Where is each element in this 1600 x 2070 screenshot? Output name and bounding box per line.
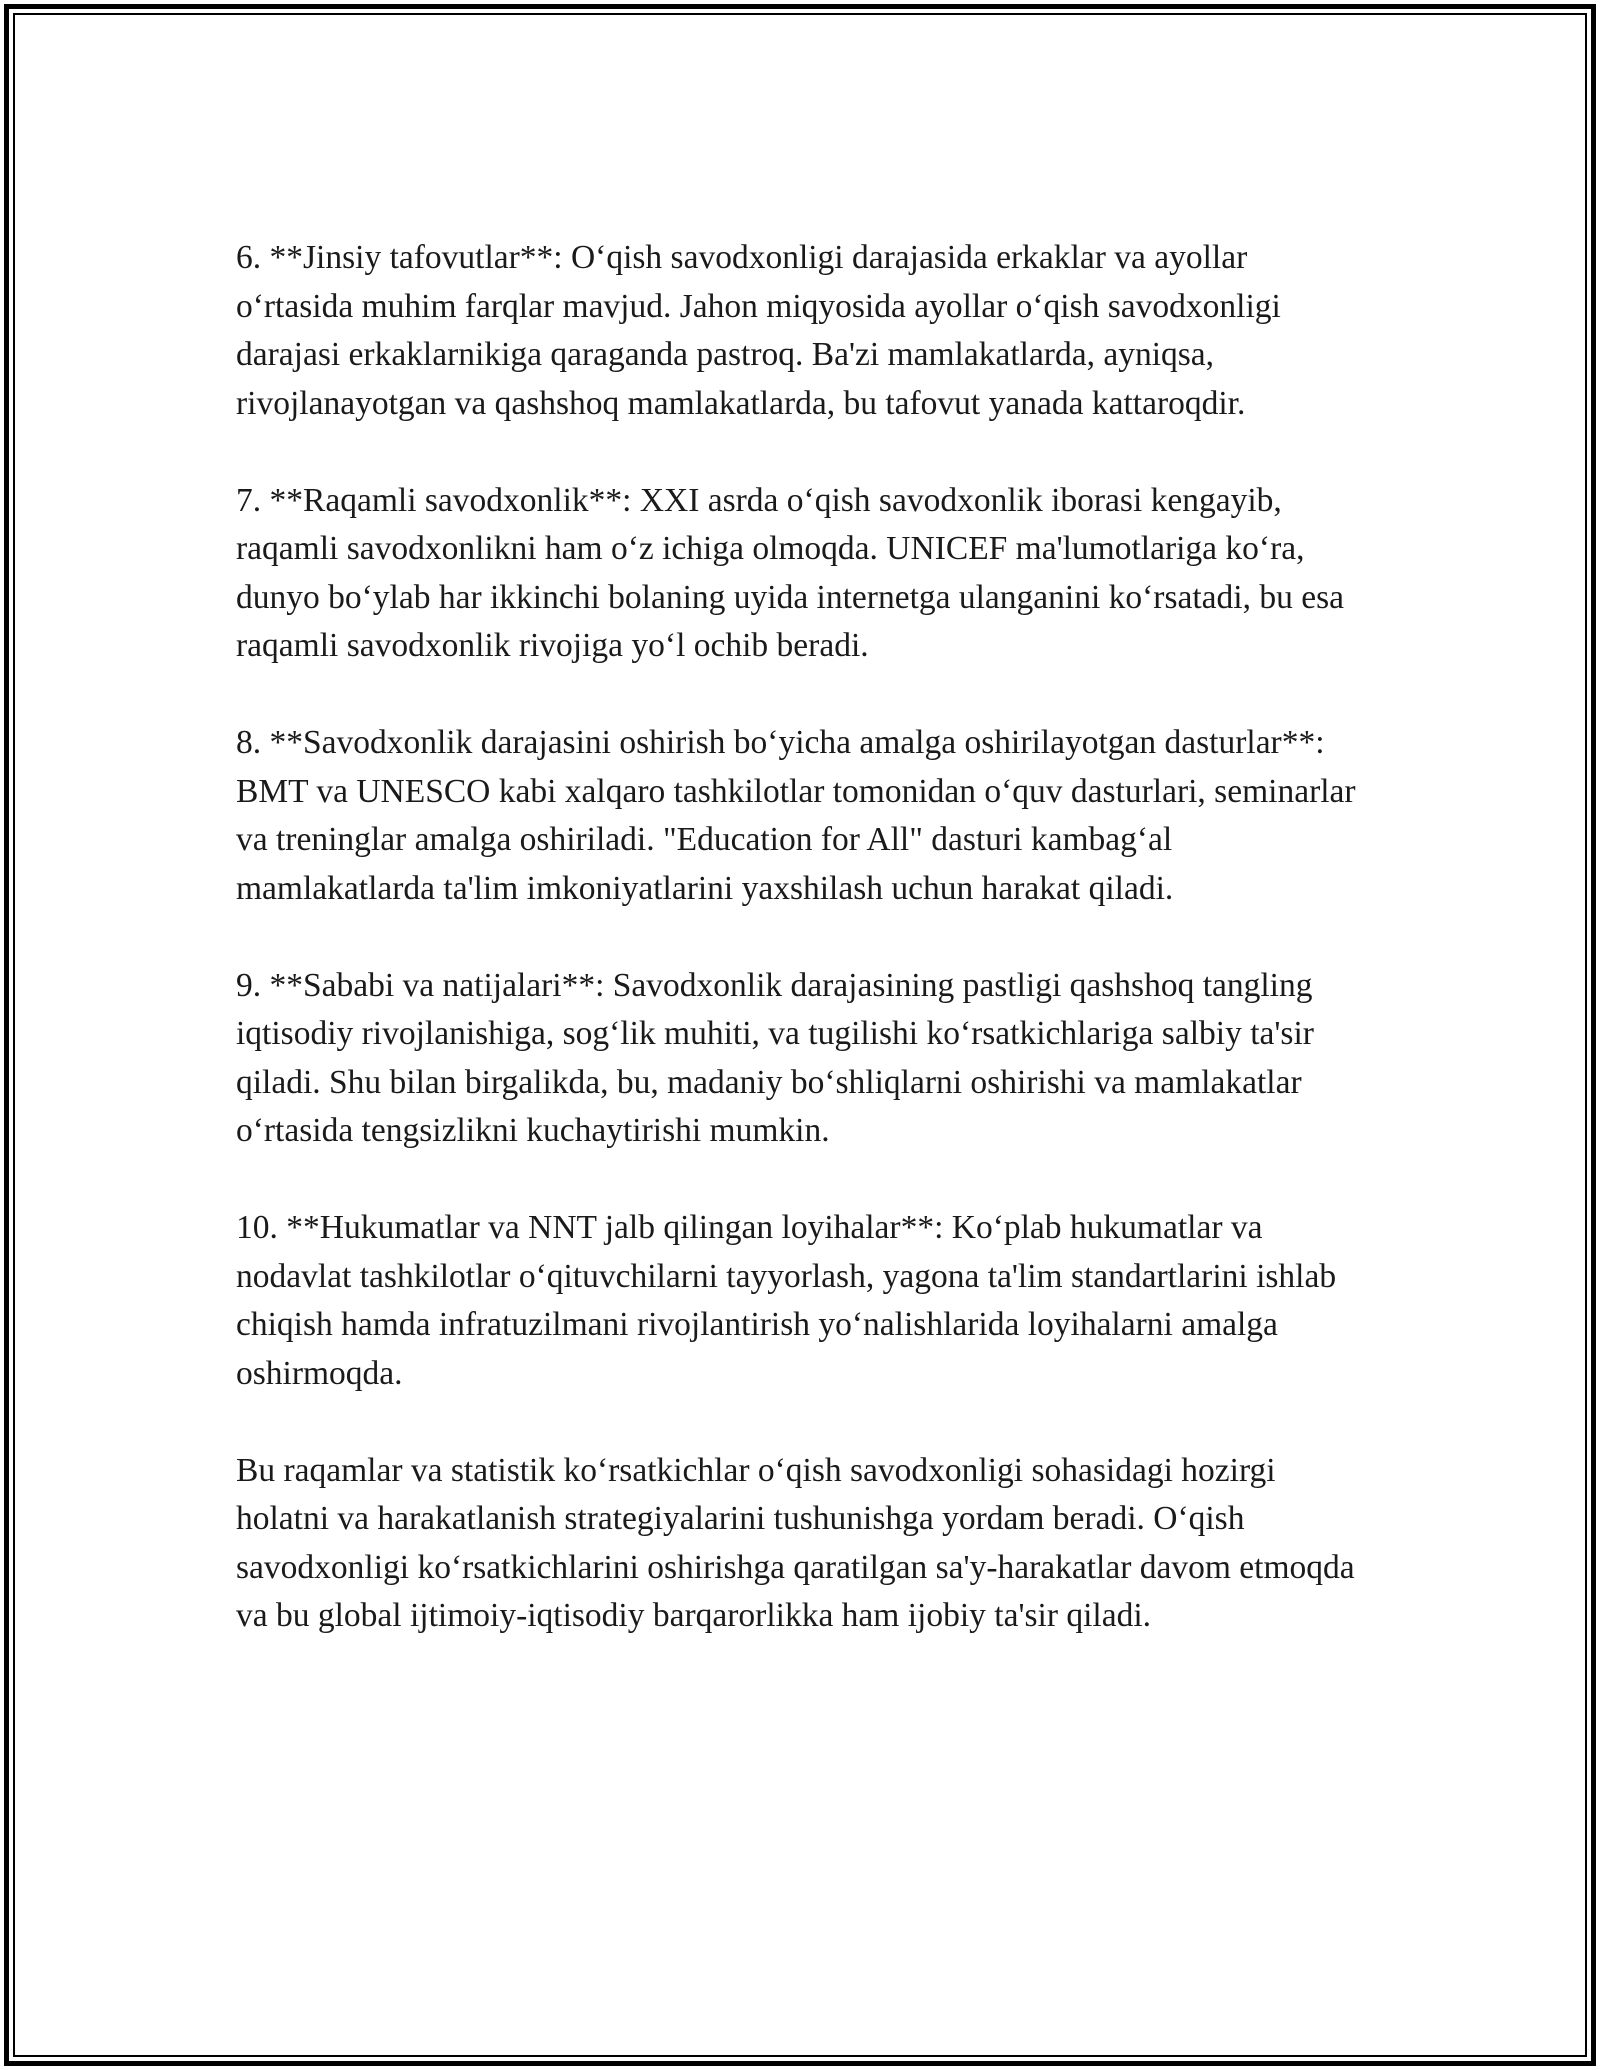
- document-body: [236, 234, 1364, 1641]
- paragraph-government-ngo-projects: 10. **Hukumatlar va NNT jalb qilingan loyihalar**: Ko‘plab hukumatlar va nodavlat tashkilotlar o‘qituvchilarni tayyorlash, yagona ta'lim standartlarini ishlab chiqish hamda infratuzilmani rivojlantirish yo‘nalishlarida loyihalarni amalga oshirmoqda.: [236, 1209, 1337, 1392]
- paragraph-gender-differences: 6. **Jinsiy tafovutlar**: O‘qish savodxonligi darajasida erkaklar va ayollar o‘rtasida muhim farqlar mavjud. Jahon miqyosida ayollar o‘qish savodxonligi darajasi erkaklarnikiga qaraganda pastroq. Ba'zi mamlakatlarda, ayniqsa, rivojlanayotgan va qashshoq mamlakatlarda, bu tafovut yanada kattaroqdir.: [236, 239, 1281, 422]
- paragraph-causes-and-results: 9. **Sababi va natijalari**: Savodxonlik darajasining pastligi qashshoq tangling iqtisodiy rivojlanishiga, sog‘lik muhiti, va tugilishi ko‘rsatkichlariga salbiy ta'sir qiladi. Shu bilan birgalikda, bu, madaniy bo‘shliqlarni oshirishi va mamlakatlar o‘rtasida tengsizlikni kuchaytirishi mumkin.: [236, 966, 1314, 1149]
- paragraph-conclusion: Bu raqamlar va statistik ko‘rsatkichlar o‘qish savodxonligi sohasidagi hozirgi holatni va harakatlanish strategiyalarini tushunishga yordam beradi. O‘qish savodxonligi ko‘rsatkichlarini oshirishga qaratilgan sa'y-harakatlar davom etmoqda va bu global ijtimoiy-iqtisodiy barqarorlikka ham ijobiy ta'sir qiladi.: [236, 1451, 1355, 1634]
- paragraph-literacy-programs: 8. **Savodxonlik darajasini oshirish bo‘yicha amalga oshirilayotgan dasturlar**: BMT va UNESCO kabi xalqaro tashkilotlar tomonidan o‘quv dasturlari, seminarlar va treninglar amalga oshiriladi. "Education for All" dasturi kambag‘al mamlakatlarda ta'lim imkoniyatlarini yaxshilash uchun harakat qiladi.: [236, 724, 1356, 907]
- paragraph-digital-literacy: 7. **Raqamli savodxonlik**: XXI asrda o‘qish savodxonlik iborasi kengayib, raqamli savodxonlikni ham o‘z ichiga olmoqda. UNICEF ma'lumotlariga ko‘ra, dunyo bo‘ylab har ikkinchi bolaning uyida internetga ulanganini ko‘rsatadi, bu esa raqamli savodxonlik rivojiga yo‘l ochib beradi.: [236, 481, 1345, 664]
